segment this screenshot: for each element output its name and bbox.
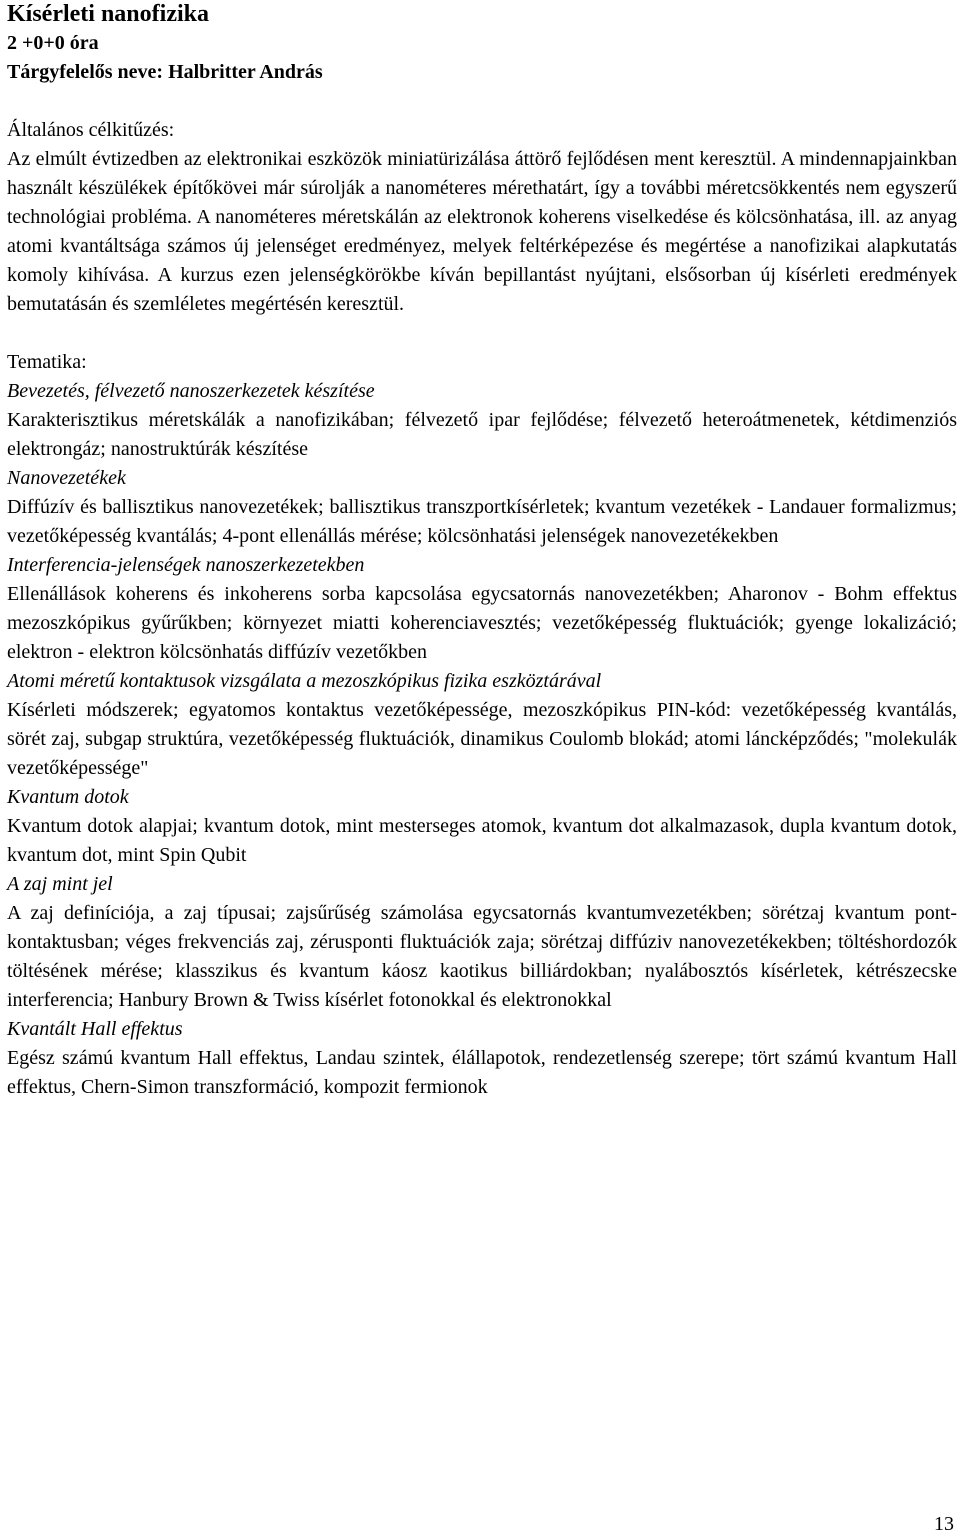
topic-section-6 (7, 870, 957, 1015)
topic-text: A zaj definíciója, a zaj típusai; zajsűrűség számolása egycsatornás kvantumvezetékben; sörétzaj kvantum pont-kontaktusban; véges frekvenciás zaj, zérusponti fluktuációk zaja; sörétzaj diffúziv nanovezetékekben; töltéshordozók töltésének mérése; klasszikus és kvantum káosz kaotikus billiárdokban; nyalábosztós kísérletek, kétrészecske interferencia; Hanbury Brown & Twiss kísérlet fotonokkal és elektronokkal (7, 902, 957, 1011)
topic-title: Atomi méretű kontaktusok vizsgálata a mezoszkópikus fizika eszköztárával (7, 670, 602, 692)
page-number: 13 (934, 1513, 954, 1535)
topic-title: Nanovezetékek (7, 467, 126, 489)
blank-line (7, 87, 957, 116)
course-title: Kísérleti nanofizika (7, 1, 209, 27)
topic-text: Kísérleti módszerek; egyatomos kontaktus vezetőképessége, mezoszkópikus PIN-kód: vezetőképesség kvantálás, sörét zaj, subgap struktúra, vezetőképesség fluktuációk, dinamikus Coulomb blokád; atomi láncképződés; "molekulák vezetőképessége" (7, 699, 957, 779)
topic-text: Kvantum dotok alapjai; kvantum dotok, mint mesterseges atomok, kvantum dot alkalmazasok, dupla kvantum dotok, kvantum dot, mint Spin Qubit (7, 815, 957, 866)
topic-text: Karakterisztikus méretskálák a nanofizikában; félvezető ipar fejlődése; félvezető heteroátmenetek, kétdimenziós elektrongáz; nanostruktúrák készítése (7, 409, 957, 460)
topics-label: Tematika: (7, 351, 87, 373)
topic-title: Bevezetés, félvezető nanoszerkezetek készítése (7, 380, 375, 402)
goals-text: Az elmúlt évtizedben az elektronikai eszközök miniatürizálása áttörő fejlődésen ment keresztül. A mindennapjainkban használt készülékek építőkövei már súrolják a nanométeres mérethatárt, így a további méretcsökkentés nem egyszerű technológiai probléma. A nanométeres méretskálán az elektronok koherens viselkedése és kölcsönhatása, ill. az anyag atomi kvantáltsága számos új jelenséget eredményez, melyek feltérképezése és megértése a nanofizikai alapkutatás komoly kihívása. A kurzus ezen jelenségkörökbe kíván bepillantást nyújtani, elsősorban új kísérleti eredmények bemutatásán és szemléletes megértésén keresztül. (7, 148, 957, 315)
topic-section-3 (7, 551, 957, 667)
goals-label: Általános célkitűzés: (7, 119, 175, 141)
topic-text: Ellenállások koherens és inkoherens sorba kapcsolása egycsatornás nanovezetékben; Aharonov - Bohm effektus mezoszkópikus gyűrűkben; környezet miatti koherenciavesztés; vezetőképesség fluktuációk; gyenge lokalizáció; elektron - elektron kölcsönhatás diffúzív vezetőkben (7, 583, 957, 663)
course-hours: 2 +0+0 óra (7, 32, 99, 54)
topic-section-1 (7, 377, 957, 464)
topic-title: A zaj mint jel (7, 873, 113, 895)
topic-text: Diffúzív és ballisztikus nanovezetékek; ballisztikus transzportkísérletek; kvantum vezetékek - Landauer formalizmus; vezetőképesség kvantálás; 4-pont ellenállás mérése; kölcsönhatási jelenségek nanovezetékekben (7, 496, 957, 547)
document-page (7, 0, 957, 1102)
course-responsible: Tárgyfelelős neve: Halbritter András (7, 61, 323, 83)
topic-section-4 (7, 667, 957, 783)
topic-section-2 (7, 464, 957, 551)
topic-text: Egész számú kvantum Hall effektus, Landau szintek, élállapotok, rendezetlenség szerepe; tört számú kvantum Hall effektus, Chern-Simon transzformáció, kompozit fermionok (7, 1047, 957, 1098)
topic-title: Kvantált Hall effektus (7, 1018, 183, 1040)
topic-title: Interferencia-jelenségek nanoszerkezetekben (7, 554, 365, 576)
topic-section-5 (7, 783, 957, 870)
topic-section-7 (7, 1015, 957, 1102)
topic-title: Kvantum dotok (7, 786, 129, 808)
